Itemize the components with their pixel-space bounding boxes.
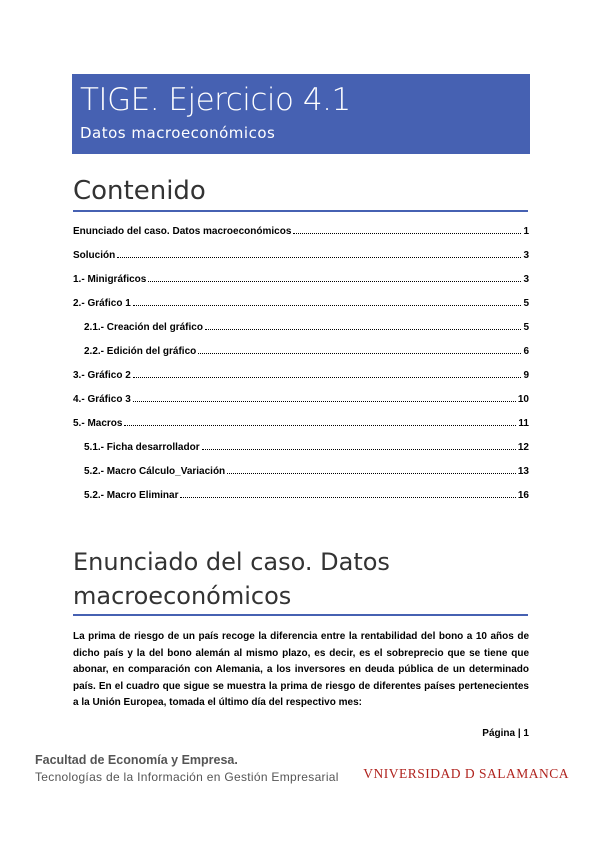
toc-entry-ficha-desarrollador[interactable] [84, 439, 529, 453]
toc-leader [202, 449, 516, 450]
toc-entry-label: 5.2.- Macro Eliminar [84, 490, 179, 501]
document-subtitle: Datos macroeconómicos [80, 124, 276, 142]
section-body: La prima de riesgo de un país recoge la diferencia entre la rentabilidad del bono a 10 años de dicho país y la del bono alemán al mismo plazo, es decir, es el sobreprecio que se tiene que abonar, en comparación con Alemania, a los inversores en deuda pública de un determinado país. En el cuadro que sigue se muestra la prima de riesgo de diferentes países pertenecientes a la Unión Europea, tomada el último día del respectivo mes: [73, 631, 529, 708]
toc-leader [180, 497, 515, 498]
toc-entry-page: 5 [523, 322, 529, 333]
university-logo: VNIVERSIDAD D SALAMANCA [363, 766, 569, 781]
toc-entry-macro-eliminar[interactable] [84, 487, 529, 501]
toc-entry-page: 11 [518, 418, 529, 429]
toc-leader [133, 377, 522, 378]
toc-entry-label: 5.- Macros [73, 418, 123, 429]
toc-entry-macros[interactable] [73, 415, 529, 429]
toc-leader [133, 401, 516, 402]
toc-leader [293, 233, 521, 234]
section-divider [73, 614, 528, 616]
toc-entry-enunciado[interactable] [73, 223, 529, 237]
toc-entry-label: 2.- Gráfico 1 [73, 298, 131, 309]
toc-entry-grafico-3[interactable] [73, 391, 529, 405]
toc-leader [148, 281, 521, 282]
toc-leader [117, 257, 521, 258]
footer-faculty: Facultad de Economía y Empresa. [35, 753, 238, 767]
toc-entry-creacion-grafico[interactable] [84, 319, 529, 333]
toc-leader [205, 329, 522, 330]
toc-entry-page: 3 [523, 250, 529, 261]
toc-entry-label: Solución [73, 250, 116, 261]
document-title: TIGE. Ejercicio 4.1 [80, 82, 351, 118]
toc-entry-label: 5.1.- Ficha desarrollador [84, 442, 200, 453]
toc-entry-minigraficos[interactable] [73, 271, 529, 285]
toc-entry-page: 6 [523, 346, 529, 357]
toc-entry-page: 12 [517, 442, 529, 453]
toc-entry-solucion[interactable] [73, 247, 529, 261]
toc-entry-page: 9 [523, 370, 529, 381]
toc-entry-label: 1.- Minigráficos [73, 274, 147, 285]
section-heading: Enunciado del caso. Datos macroeconómicos [73, 548, 390, 610]
page-number: Página | 1 [482, 728, 529, 739]
toc-entry-label: 2.2.- Edición del gráfico [84, 346, 197, 357]
toc-entry-label: 3.- Gráfico 2 [73, 370, 131, 381]
toc-entry-page: 13 [517, 466, 529, 477]
toc-leader [133, 305, 522, 306]
toc-divider [73, 210, 528, 212]
toc-heading: Contenido [73, 176, 206, 206]
toc-entry-label: 4.- Gráfico 3 [73, 394, 131, 405]
toc-entry-label: 2.1.- Creación del gráfico [84, 322, 203, 333]
toc-entry-label: Enunciado del caso. Datos macroeconómicos [73, 226, 292, 237]
title-banner [72, 74, 530, 154]
toc-entry-page: 5 [523, 298, 529, 309]
toc-entry-page: 16 [517, 490, 529, 501]
toc-entry-grafico-1[interactable] [73, 295, 529, 309]
toc-leader [227, 473, 516, 474]
toc-entry-page: 3 [523, 274, 529, 285]
footer-department: Tecnologías de la Información en Gestión Empresarial [35, 770, 339, 784]
toc-entry-page: 1 [523, 226, 529, 237]
toc-entry-page: 10 [517, 394, 529, 405]
toc-entry-label: 5.2.- Macro Cálculo_Variación [84, 466, 226, 477]
toc-leader [124, 425, 516, 426]
toc-entry-grafico-2[interactable] [73, 367, 529, 381]
toc-entry-edicion-grafico[interactable] [84, 343, 529, 357]
toc-entry-macro-calculo[interactable] [84, 463, 529, 477]
toc-leader [198, 353, 521, 354]
